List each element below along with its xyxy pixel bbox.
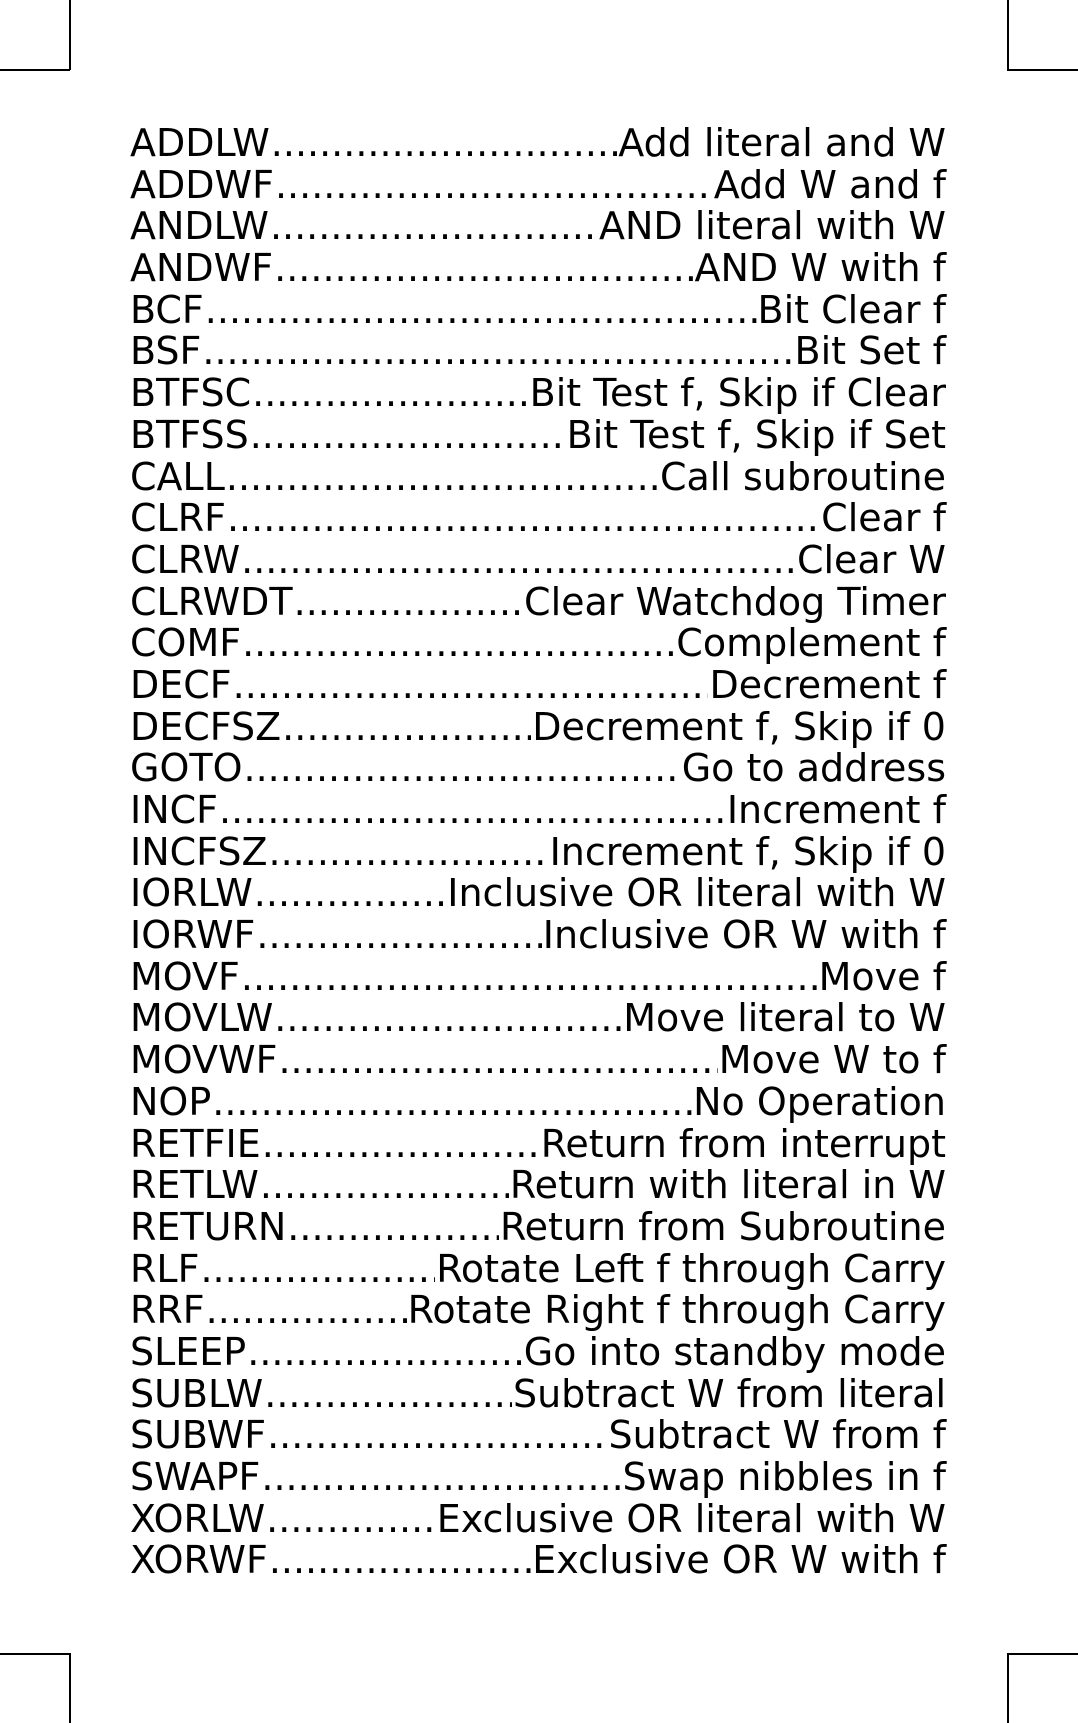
dot-leader [270,206,598,248]
instruction-row [130,790,946,832]
instruction-description: Bit Test f, Skip if Set [566,412,946,457]
instruction-row [130,1040,946,1082]
dot-leader [219,790,726,832]
dot-leader [269,832,549,874]
dot-leader [294,582,523,624]
instruction-row [130,287,946,332]
dot-leader [252,373,529,415]
instruction-description: Swap nibbles in f [622,1455,946,1499]
crop-mark-top-right-vertical [1007,0,1009,70]
instruction-mnemonic: BTFSC [130,371,252,416]
instruction-list [130,123,946,1582]
dot-leader [212,1082,692,1124]
instruction-mnemonic: SUBLW [130,1371,264,1416]
instruction-row [130,662,946,707]
crop-mark-top-right-horizontal [1007,69,1078,71]
instruction-description: AND literal with W [599,204,946,249]
instruction-description: Clear Watchdog Timer [524,579,946,624]
instruction-row [130,954,946,999]
instruction-mnemonic: XORLW [130,1496,266,1541]
dot-leader [275,165,713,207]
crop-mark-top-left-vertical [69,0,71,70]
instruction-row [130,623,946,665]
instruction-row [130,1165,946,1207]
instruction-mnemonic: BCF [130,287,204,332]
instruction-row [130,1371,946,1416]
dot-leader [205,290,757,332]
instruction-row [130,1540,946,1582]
instruction-row [130,1246,946,1291]
instruction-description: Bit Set f [794,329,946,374]
instruction-description: Bit Clear f [757,287,946,332]
instruction-mnemonic: NOP [130,1079,212,1124]
dot-leader [247,1332,522,1374]
instruction-description: Add literal and W [618,121,946,165]
instruction-mnemonic: CLRW [130,537,241,582]
instruction-description: AND W with f [694,246,946,291]
instruction-description: Add W and f [713,162,946,207]
instruction-description: No Operation [693,1079,946,1124]
instruction-description: Subtract W from literal [512,1371,946,1416]
crop-mark-bottom-right-horizontal [1007,1653,1078,1655]
instruction-row [130,331,946,373]
dot-leader [261,1457,621,1499]
instruction-mnemonic: CLRF [130,496,226,541]
dot-leader [260,1165,509,1207]
instruction-mnemonic: RETLW [130,1163,259,1208]
crop-mark-bottom-right-vertical [1007,1653,1009,1723]
instruction-description: Move literal to W [623,996,946,1041]
dot-leader [278,1040,717,1082]
dot-leader [262,1124,540,1166]
dot-leader [274,998,622,1040]
instruction-description: Go to address [681,746,946,791]
dot-leader [243,748,680,790]
instruction-row [130,206,946,248]
instruction-description: Rotate Left f through Carry [436,1246,946,1291]
dot-leader [254,873,446,915]
dot-leader [227,498,820,540]
instruction-mnemonic: MOVLW [130,996,274,1041]
instruction-row [130,373,946,415]
instruction-description: Exclusive OR literal with W [436,1496,946,1541]
instruction-mnemonic: COMF [130,621,242,666]
dot-leader [242,623,675,665]
instruction-description: Bit Test f, Skip if Clear [529,371,946,416]
instruction-row [130,498,946,540]
instruction-mnemonic: CALL [130,454,225,499]
instruction-mnemonic: SWAPF [130,1455,261,1499]
instruction-row [130,248,946,290]
instruction-mnemonic: SUBWF [130,1413,267,1458]
instruction-description: Decrement f, Skip if 0 [532,704,946,749]
instruction-mnemonic: IORWF [130,913,256,958]
instruction-description: Inclusive OR literal with W [447,871,946,916]
instruction-description: Return with literal in W [509,1163,946,1208]
instruction-description: Increment f [726,788,946,832]
dot-leader [226,457,659,499]
instruction-mnemonic: INCFSZ [130,829,268,874]
instruction-row [130,704,946,749]
dot-leader [241,957,818,999]
instruction-description: Move W to f [718,1038,946,1083]
instruction-row [130,1121,946,1166]
instruction-description: Inclusive OR W with f [542,913,946,958]
dot-leader [233,665,709,707]
instruction-description: Return from interrupt [540,1121,946,1166]
crop-mark-bottom-left-vertical [69,1653,71,1723]
instruction-mnemonic: IORLW [130,871,253,916]
instruction-mnemonic: ANDLW [130,204,269,249]
dot-leader [269,1540,531,1582]
instruction-mnemonic: DECF [130,662,232,707]
instruction-mnemonic: SLEEP [130,1329,247,1374]
instruction-mnemonic: RRF [130,1288,205,1333]
instruction-mnemonic: MOVWF [130,1038,278,1083]
dot-leader [202,331,793,373]
dot-leader [200,1249,435,1291]
instruction-mnemonic: RETFIE [130,1121,261,1166]
instruction-mnemonic: ADDLW [130,121,270,165]
instruction-mnemonic: ADDWF [130,162,274,207]
dot-leader [206,1290,407,1332]
instruction-mnemonic: BTFSS [130,412,249,457]
instruction-description: Go into standby mode [523,1329,946,1374]
instruction-row [130,873,946,915]
dot-leader [241,540,796,582]
dot-leader [250,415,566,457]
instruction-row [130,1079,946,1124]
instruction-mnemonic: MOVF [130,954,240,999]
instruction-description: Complement f [676,621,946,666]
instruction-description: Exclusive OR W with f [532,1538,946,1583]
dot-leader [267,1415,607,1457]
instruction-row [130,1329,946,1374]
instruction-description: Rotate Right f through Carry [407,1288,946,1333]
instruction-mnemonic: INCF [130,788,219,832]
instruction-row [130,998,946,1040]
instruction-mnemonic: DECFSZ [130,704,282,749]
instruction-description: Return from Subroutine [499,1204,946,1249]
instruction-description: Increment f, Skip if 0 [549,829,946,874]
instruction-row [130,537,946,582]
instruction-row [130,123,946,165]
instruction-row [130,1290,946,1332]
instruction-row [130,412,946,457]
instruction-description: Clear f [821,496,946,541]
instruction-row [130,1415,946,1457]
dot-leader [282,707,531,749]
dot-leader [271,123,617,165]
instruction-description: Move f [818,954,946,999]
instruction-row [130,162,946,207]
instruction-row [130,1496,946,1541]
instruction-mnemonic: ANDWF [130,246,274,291]
instruction-row [130,454,946,499]
dot-leader [264,1374,512,1416]
dot-leader [256,915,541,957]
instruction-row [130,915,946,957]
dot-leader [266,1499,436,1541]
instruction-row [130,748,946,790]
crop-mark-top-left-horizontal [0,69,70,71]
instruction-description: Decrement f [709,662,946,707]
crop-mark-bottom-left-horizontal [0,1653,70,1655]
instruction-mnemonic: RETURN [130,1204,287,1249]
dot-leader [287,1207,499,1249]
instruction-mnemonic: BSF [130,329,202,374]
instruction-mnemonic: GOTO [130,746,243,791]
instruction-mnemonic: RLF [130,1246,200,1291]
instruction-description: Clear W [796,537,946,582]
instruction-row [130,1204,946,1249]
instruction-mnemonic: XORWF [130,1538,268,1583]
instruction-row [130,1457,946,1499]
instruction-description: Subtract W from f [608,1413,946,1458]
instruction-description: Call subroutine [659,454,946,499]
instruction-mnemonic: CLRWDT [130,579,293,624]
dot-leader [274,248,693,290]
instruction-row [130,579,946,624]
instruction-row [130,829,946,874]
